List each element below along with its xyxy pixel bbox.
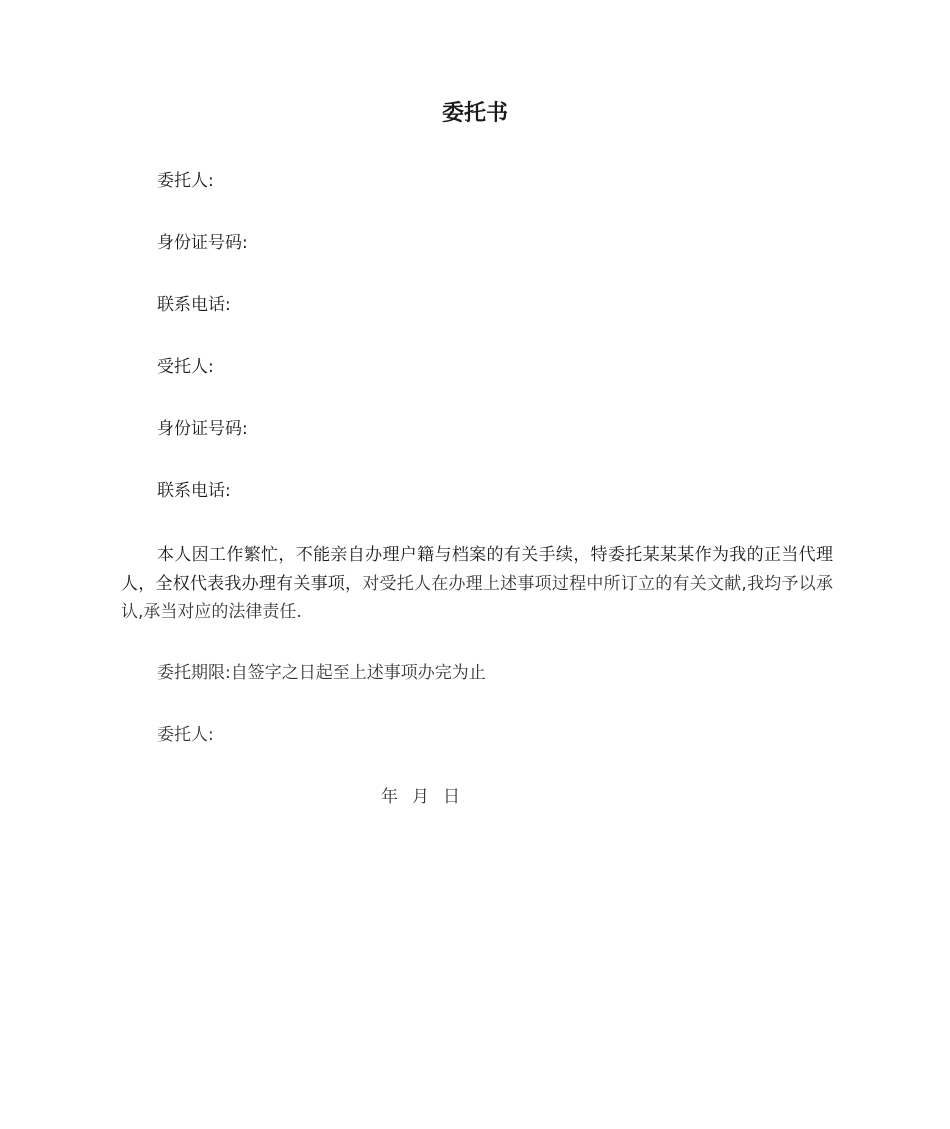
date-line — [381, 785, 460, 809]
signature-label: 委托人: — [157, 725, 214, 745]
date-year: 年 — [381, 787, 398, 807]
date-day: 日 — [443, 787, 460, 807]
agent-phone-label: 联系电话: — [157, 481, 231, 501]
agent-id-label: 身份证号码: — [157, 419, 248, 439]
principal-label: 委托人: — [157, 171, 214, 191]
principal-id-label: 身份证号码: — [157, 233, 248, 253]
paragraph-part-1: 本人因工作繁忙，不能亲自办理户籍与档案的有关手续，特委托某某某作为我的正当代理人，全权代表我办理有关事项， — [121, 545, 833, 594]
document-title: 委托书 — [441, 101, 508, 126]
authorization-paragraph — [121, 541, 833, 627]
agent-label: 受托人: — [157, 357, 214, 377]
term-line: 委托期限:自签字之日起至上述事项办完为止 — [157, 663, 486, 683]
paragraph-part-2: 对受托人在办理上述事项过程中所订立的有关文献,我均予以承认,承当对应的法律责任. — [121, 573, 834, 622]
principal-phone-label: 联系电话: — [157, 295, 231, 315]
date-month: 月 — [412, 787, 429, 807]
